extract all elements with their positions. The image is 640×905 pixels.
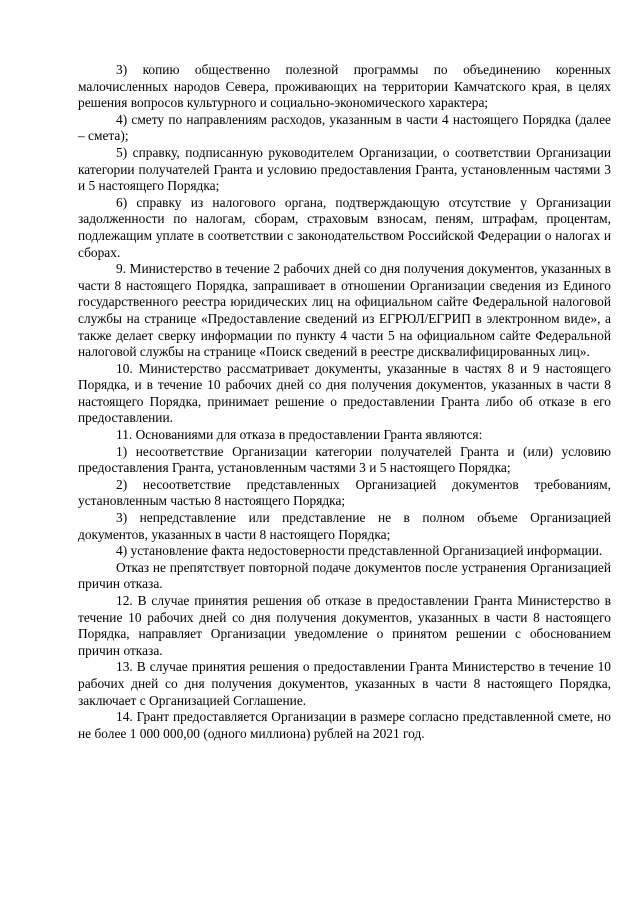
paragraph-6-tax-certificate: 6) справку из налогового органа, подтверждающую отсутствие у Организации задолженности по налогам, сборам, страховым взносам, пеням, штрафам, процентам, подлежащим уплате в соответствии с законодательством Российской Федерации о налогах и сборах. — [78, 194, 611, 260]
refusal-ground-2: 2) несоответствие представленных Организацией документов требованиям, установленным частью 8 настоящего Порядка; — [78, 476, 611, 509]
refusal-ground-4: 4) установление факта недостоверности представленной Организацией информации. — [116, 543, 603, 559]
section-14-grant-amount: 14. Грант предоставляется Организации в размере согласно представленной смете, но не более 1 000 000,00 (одного миллиона) рублей на 2021 год. — [78, 709, 611, 741]
section-12-refusal-notice: 12. В случае принятия решения об отказе в предоставлении Гранта Министерство в течение 10 рабочих дней со дня получения документов, указанных в части 8 настоящего Порядка, направляет Организации уведомление о принятом решении с обоснованием причин отказа. — [78, 593, 611, 658]
refusal-ground-3: 3) непредставление или представление не в полном объеме Организацией документов, указанных в части 8 настоящего Порядка; — [78, 510, 611, 542]
refusal-ground-1: 1) несоответствие Организации категории получателей Гранта и (или) условию предоставления Гранта, установленным частями 3 и 5 настоящего Порядка; — [78, 443, 611, 476]
document-page — [78, 62, 611, 742]
section-10-document-review: 10. Министерство рассматривает документы, указанные в частях 8 и 9 настоящего Порядка, и в течение 10 рабочих дней со дня получения документов, указанных в части 8 настоящего Порядка, принимает решение о предоставлении Гранта либо об отказе в его предоставлении. — [78, 360, 611, 426]
paragraph-3-program-copy: 3) копию общественно полезной программы по объединению коренных малочисленных народов Севера, проживающих на территории Камчатского края, в целях решения вопросов культурного и социально-экономического характера; — [78, 62, 611, 111]
section-11-refusal-grounds: 11. Основаниями для отказа в предоставлении Гранта являются: — [116, 427, 483, 443]
refusal-resubmission-note: Отказ не препятствует повторной подаче документов после устранения Организацией причин отказа. — [78, 559, 611, 592]
section-13-agreement: 13. В случае принятия решения о предоставлении Гранта Министерство в течение 10 рабочих дней со дня получения документов, указанных в части 8 настоящего Порядка, заключает с Организацией Соглашение. — [78, 659, 611, 708]
paragraph-4-estimate: 4) смету по направлениям расходов, указанным в части 4 настоящего Порядка (далее – смета); — [78, 111, 611, 144]
paragraph-5-certificate: 5) справку, подписанную руководителем Организации, о соответствии Организации категории получателей Гранта и условию предоставления Гранта, установленным частями 3 и 5 настоящего Порядка; — [78, 144, 611, 194]
section-9-ministry-request: 9. Министерство в течение 2 рабочих дней со дня получения документов, указанных в части 8 настоящего Порядка, запрашивает в отношении Организации сведения из Единого государственного реестра юридических лиц на официальном сайте Федеральной налоговой службы на странице «Предоставление сведений из ЕГРЮЛ/ЕГРИП в электронном виде», а также делает сверку информации по пункту 4 части 5 на официальном сайте Федеральной налоговой службы на странице «Поиск сведений в реестре дисквалифицированных лиц». — [78, 261, 611, 360]
